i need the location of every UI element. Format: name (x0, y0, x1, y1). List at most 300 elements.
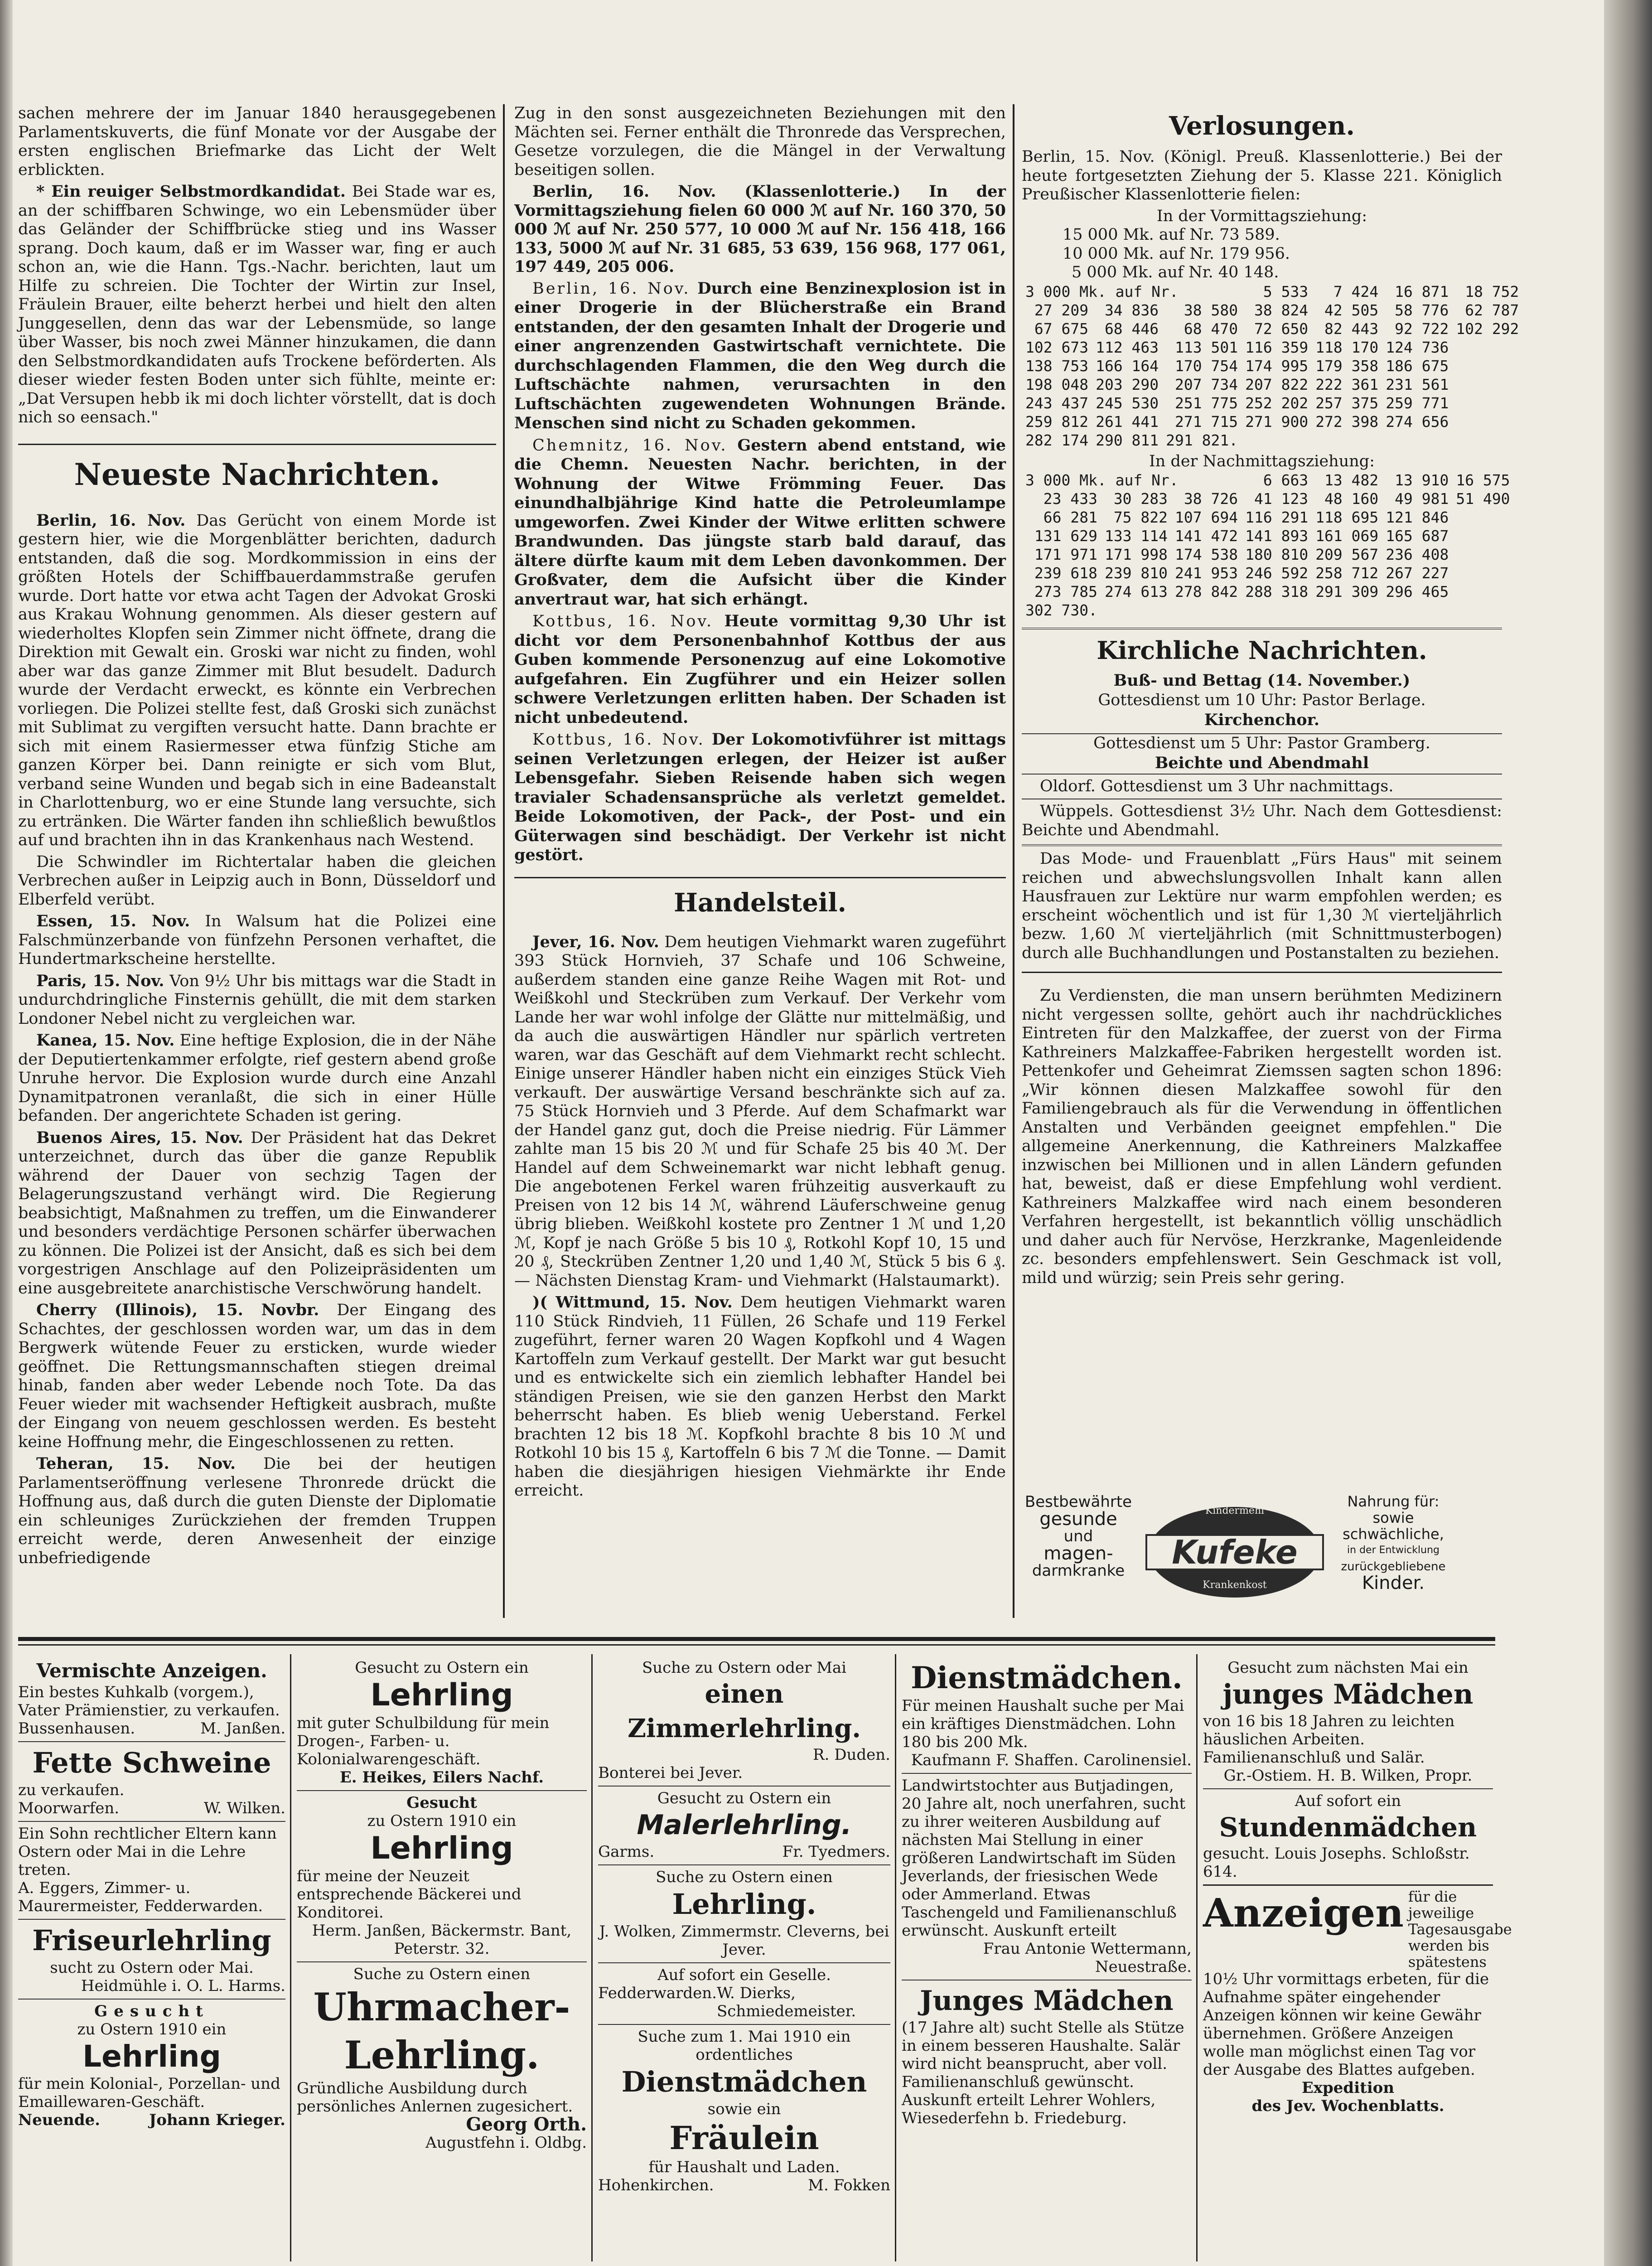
draw-cell: 121 846 (1386, 508, 1449, 526)
draw-cell: 68 470 (1183, 320, 1238, 338)
ad-text: zu Ostern 1910 ein (367, 1812, 517, 1830)
church-notice: Oldorf. Gottesdienst um 3 Uhr nachmittags. (1022, 774, 1502, 796)
draw-row (1022, 301, 1522, 320)
advert (598, 1962, 890, 2020)
draw-cell: 273 785 (1034, 583, 1097, 600)
draw-cell: 243 437 (1025, 394, 1089, 412)
draw-cell: 5 533 (1263, 282, 1309, 300)
article-text: Berlin, 16. Nov. (Klassenlotterie.) In der Vormittagsziehung fielen 60 000 ℳ auf Nr. 160 370, 50 000 ℳ auf Nr. 250 577, 10 000 ℳ auf Nr. 156 418, 166 133, 5000 ℳ auf Nr. 31 685, 53 639, 156 968, 177 061, 197 449, 205 006. (514, 182, 1006, 276)
ad-signature: Georg Orth. (466, 2114, 587, 2135)
ad-column-d (902, 1659, 1192, 2261)
draw-cell: 179 358 (1315, 357, 1379, 375)
draw-cell: 38 580 (1183, 301, 1238, 319)
article-text (18, 1454, 496, 1568)
column-1 (18, 104, 496, 1632)
draw-cell: 246 592 (1245, 564, 1309, 582)
article-body: Das Gerücht von einem Morde ist gestern hier, wie die Morgenblätter berichten, dadurch entstanden, daß die sog. Mordkommission in eins der größten Hotels der Schiffbauerdammstraße gerufen wurde. Dort hatte vor etwa acht Tagen der Advokat Groski aus Krakau Wohnung genommen. Als dieser gestern auf wiederholtes Klopfen sein Zimmer nicht öffnete, drang die Direktion mit Gewalt ein. Groski war nicht zu finden, wohl aber war das ganze Zimmer mit Blut besudelt. Dadurch wurde der Verdacht erweckt, es könnte ein Verbrechen vorliegen. Die Polizei stellte fest, daß Groski sich zunächst mit Sublimat zu vergiften versucht hatte. Dann brachte er sich mit einem Rasiermesser etwa fünfzig Stiche am ganzen Körper bei. Dann reinigte er sich vom Blut, verband seine Wunden und begab sich in eine Badeanstalt in Charlottenburg, wo er eine Stunde lang versuchte, sich zu ertränken. Die Wärter fanden ihn schließlich bewußtlos auf und brachten ihn in das Krankenhaus nach Westend. (18, 511, 496, 849)
draw-cell: 16 871 (1395, 282, 1449, 300)
draw-cell: 259 812 (1025, 412, 1089, 431)
ad-signature: Neuende. (18, 2111, 101, 2129)
draw-row (1022, 412, 1522, 431)
article-title: Kanea, 15. Nov. (36, 1031, 175, 1050)
binding-spine (0, 0, 13, 2266)
church-line: Kirchenchor. (1204, 711, 1320, 729)
draw-cell: 38 726 (1183, 490, 1238, 508)
section-rule (18, 1644, 1495, 1646)
draw-cell: 203 290 (1096, 375, 1159, 393)
draw-cell: 261 441 (1096, 412, 1159, 431)
ad-heading: Malerlehrling. (637, 1809, 852, 1841)
article-text (18, 182, 496, 427)
draw-line: 10 000 Mk. auf Nr. 179 956. (1063, 244, 1290, 263)
draw-cell: 245 530 (1096, 394, 1159, 412)
article-body: In Walsum hat die Polizei eine Falschmünzerbande von fünfzehn Personen verhaftet, die Hundertmarkscheine herstellte. (18, 912, 496, 968)
draw-cell: 180 810 (1245, 546, 1309, 563)
ad-heading: Lehrling (370, 1677, 513, 1713)
draw-cell: 92 722 (1395, 320, 1449, 338)
ad-signature: Expedition (1301, 2079, 1395, 2097)
draw-cell: 186 675 (1386, 357, 1449, 375)
ad-signature: Fedderwarden. (598, 1984, 717, 2002)
ad-text: (17 Jahre alt) sucht Stelle als Stütze in einem besseren Haushalte. Salär wird nicht beansprucht, aber voll. Familienanschluß gewünscht. (902, 2019, 1184, 2091)
draw-cell: 161 069 (1315, 527, 1379, 545)
article-title: Cherry (Illinois), 15. Novbr. (36, 1301, 319, 1319)
article-title: Teheran, 15. Nov. (36, 1454, 236, 1473)
article-text (514, 612, 1006, 727)
draw-row (1022, 508, 1514, 527)
draw-line: 5 000 Mk. auf Nr. 40 148. (1072, 263, 1279, 281)
ad-column-a (18, 1659, 285, 2261)
draw-cell: 66 281 (1043, 508, 1097, 526)
church-line: Beichte und Abendmahl (1154, 754, 1369, 772)
ad-text: sucht zu Ostern oder Mai. (50, 1959, 254, 1977)
ad-text: Gesucht zu Ostern ein (657, 1789, 831, 1807)
ad-text: Gründliche Ausbildung durch persönliches Anlernen zugesichert. (297, 2079, 573, 2116)
article-body: Eine heftige Explosion, die in der Nähe der Deputiertenkammer erfolgte, rief gestern abend große Unruhe hervor. Die Explosion wurde durch eine Anzahl Dynamitpatronen veranlaßt, die sich in einer Hülle befanden. Der angerichtete Schaden ist gering. (18, 1031, 496, 1125)
draw-cell: 67 675 (1034, 320, 1089, 338)
ad-text: Suche zu Ostern einen (656, 1868, 833, 1886)
draw-cell: 30 283 (1113, 490, 1168, 508)
draw-cell: 222 361 (1315, 375, 1379, 393)
draw-cell: 18 752 (1465, 282, 1519, 300)
page-edge (1604, 0, 1652, 2266)
draw-cell: 102 292 (1456, 320, 1519, 338)
article-body: Der Präsident hat das Dekret unterzeichnet, durch das über die ganze Republik während der Dauer von sechzig Tagen der Belagerungszustand verhängt wird. Die Regierung beabsichtigt, Maßnahmen zu treffen, um die Einwanderer und besonders verdächtige Personen schärfer überwachen zu können. Die Polizei ist der Ansicht, daß es sich bei dem vorgestrigen Anschlage auf den Polizeipräsidenten um eine ausgebreitete anarchistische Verschwörung handelt. (18, 1128, 496, 1298)
ad-signature: E. Heikes, Eilers Nachf. (339, 1768, 544, 1787)
ad-signature: gesucht. Louis Josephs. Schloßstr. 614. (1203, 1845, 1470, 1881)
ad-rule (290, 1654, 291, 2261)
ad-signature: M. Janßen. (200, 1719, 285, 1738)
draw-row (1022, 564, 1514, 582)
kufeke-bottom: Krankenkost (1203, 1579, 1267, 1591)
draw-cell: 82 443 (1324, 320, 1379, 338)
draw-row (1022, 338, 1522, 357)
church-line: Buß- und Bettag (14. November.) (1113, 671, 1410, 690)
ad-text: Für meinen Haushalt suche per Mai ein kräftiges Dienstmädchen. Lohn 180 bis 200 Mk. (902, 1697, 1184, 1751)
draw-cell: 75 822 (1113, 508, 1168, 526)
kufeke-logo (1142, 1502, 1328, 1602)
draw-cell: 236 408 (1386, 546, 1449, 563)
kufeke-left-text: gesunde (1039, 1509, 1117, 1530)
draw-row (1022, 320, 1522, 338)
ad-text: Auf sofort ein Geselle. (657, 1966, 831, 1984)
article-title: Paris, 15. Nov. (36, 971, 164, 990)
ad-signature: Bussenhausen. (18, 1719, 135, 1738)
article-body: Der Eingang des Schachtes, der geschlossen worden war, um das in dem Bergwerk wütende Feuer zu ersticken, wurde wieder geöffnet. Die Rettungsmannschaften stiegen dreimal hinab, fanden aber weder Lebende noch Tote. Da das Feuer wieder mit wachsender Heftigkeit ausbrach, mußte der Eingang von neuem geschlossen werden. Es besteht keine Hoffnung mehr, die Eingeschlossenen zu retten. (18, 1301, 496, 1451)
draw-cell: 171 998 (1104, 546, 1168, 563)
ad-heading: Stundenmädchen (1219, 1812, 1477, 1843)
draw-cell: 112 463 (1096, 338, 1159, 356)
article-text (18, 511, 496, 850)
draw-cell: 116 291 (1245, 508, 1309, 526)
ad-signature: Gr.-Ostiem. H. B. Wilken, Propr. (1223, 1767, 1473, 1785)
draw-cell: 288 318 (1245, 583, 1309, 600)
ad-column-e (1203, 1659, 1512, 2261)
ad-text: Auf sofort ein (1295, 1792, 1401, 1810)
draw-cell: 171 971 (1034, 546, 1097, 563)
article-text (514, 933, 1006, 1291)
article-title: * Ein reuiger Selbstmordkandidat. (36, 182, 346, 201)
church-notice: Wüppels. Gottesdienst 3½ Uhr. Nach dem Gottesdienst: Beichte und Abendmahl. (1022, 799, 1502, 840)
ad-signature: W. Dierks, Schmiedemeister. (716, 1984, 856, 2020)
draw-cell: 274 613 (1104, 583, 1168, 600)
draw-row (1022, 582, 1514, 601)
article-title: Chemnitz, 16. Nov. (532, 436, 728, 455)
draw-cell: 290 811 (1096, 431, 1159, 449)
article-text (18, 912, 496, 969)
draw-cell: 124 736 (1386, 338, 1449, 356)
ad-heading: Lehrling. (344, 2033, 540, 2077)
draw-cell: 231 561 (1386, 375, 1449, 393)
ad-text: für Haushalt und Laden. (648, 2158, 840, 2176)
ad-signature: Auskunft erteilt Lehrer Wohlers, Wiesederfehn b. Friedeburg. (902, 2091, 1156, 2127)
ad-text: Suche zu Ostern oder Mai (642, 1659, 847, 1677)
draw-cell: 278 842 (1175, 583, 1238, 600)
draw-row (1022, 375, 1522, 394)
ad-text: Ein bestes Kuhkalb (vorgem.), Vater Prämienstier, zu verkaufen. (18, 1683, 280, 1719)
ad-text: von 16 bis 18 Jahren zu leichten häuslichen Arbeiten. Familienanschluß und Salär. (1203, 1712, 1455, 1767)
ad-rule (591, 1654, 593, 2261)
ad-signature: A. Eggers, Zimmer- u. Maurermeister, Fedderwarden. (18, 1879, 263, 1915)
section-heading: Handelsteil. (514, 877, 1006, 921)
ad-text: Landwirtstochter aus Butjadingen, 20 Jahre alt, noch unerfahren, sucht zu ihrer weiteren Ausbildung auf nächsten Mai Stellung in einer größeren Landwirtschaft im Süden Jeverlands, der friesischen Wede oder Ammerland. Etwas Taschengeld und Familienanschluß erwünscht. Auskunft erteilt (902, 1777, 1186, 1940)
article-body: Die bei der heutigen Parlamentseröffnung verlesene Thronrede drückt die Hoffnung aus, daß durch die guten Dienste der Diplomatie ein schleuniges Zurückziehen der fremden Truppen erreicht werde, deren Anwesenheit der einzige unbefriedigende (18, 1455, 496, 1567)
article-title: Berlin, 16. Nov. (36, 511, 186, 530)
ad-column-b (297, 1659, 587, 2261)
draw-cell: 49 981 (1395, 490, 1449, 508)
draw-cell: 118 170 (1315, 338, 1379, 356)
draw-table-nachmittag (1022, 471, 1514, 620)
draw-row (1022, 394, 1522, 412)
draw-cell: 42 505 (1324, 301, 1379, 319)
draw-cell: 272 398 (1315, 412, 1379, 431)
draw-row (1022, 545, 1514, 564)
ad-signature: Heidmühle i. O. L. Harms. (81, 1977, 285, 1995)
article-text (514, 730, 1006, 865)
ad-text: zu verkaufen. (18, 1781, 125, 1799)
draw-cell: 23 433 (1043, 490, 1097, 508)
draw-row (1022, 471, 1514, 489)
draw-cell: 296 465 (1386, 583, 1449, 600)
draw-cell: 252 202 (1245, 394, 1309, 412)
ad-text: Suche zu Ostern einen (353, 1965, 531, 1983)
article-body: Der Lokomotivführer ist mittags seinen Verletzungen erlegen, der Heizer ist außer Lebensgefahr. Sieben Reisende haben sich wegen travialer Schadensansprüche als verletzt gemeldet. Beide Lokomotiven, der Pack-, der Post- und ein Güterwagen sind beschädigt. Der Verkehr ist nicht gestört. (514, 730, 1006, 864)
ad-signature: Johann Krieger. (149, 2111, 285, 2129)
ad-signature: J. Wolken, Zimmermstr. Cleverns, bei Jever. (599, 1922, 889, 1959)
ad-signature: M. Fokken (808, 2176, 890, 2194)
article-title: Jever, 16. Nov. (532, 932, 659, 951)
section-heading: Neueste Nachrichten. (18, 444, 496, 495)
article-text (18, 972, 496, 1029)
kufeke-right-text: sowie (1372, 1509, 1414, 1526)
kufeke-brand: Kufeke (1172, 1533, 1298, 1571)
ad-text: Gesucht (406, 1794, 477, 1812)
draw-cell: 209 567 (1315, 546, 1379, 563)
kufeke-left-text: und (1063, 1527, 1093, 1545)
draw-cell: 68 446 (1104, 320, 1159, 338)
ad-signature: Frau Antonie Wettermann, Neuestraße. (983, 1940, 1192, 1976)
section-heading: Verlosungen. (1169, 111, 1355, 141)
ad-heading: junges Mädchen (1222, 1679, 1473, 1710)
ad-heading: Dienstmädchen (621, 2065, 867, 2098)
draw-cell: 27 209 (1034, 301, 1089, 319)
ad-heading: Dienstmädchen. (911, 1660, 1183, 1695)
draw-row (1022, 282, 1522, 301)
article-text (18, 1301, 496, 1452)
draw-cell: 274 656 (1386, 412, 1449, 431)
ad-heading: Junges Mädchen (920, 1985, 1174, 2017)
article-text (18, 1031, 496, 1126)
article-text: Das Mode- und Frauenblatt „Fürs Haus" mit seinem reichen und abwechslungsvollen Inhalt kann allen Hausfrauen zur Lektüre nur warm empfohlen werden; es erscheint wöchentlich und ist für 1,30 ℳ vierteljährlich bezw. 1,60 ℳ vierteljährlich (mit Schnittmusterbogen) durch alle Buchhandlungen und Postanstalten zu beziehen. (1022, 844, 1502, 963)
ad-signature: Moorwarfen. (18, 1799, 120, 1817)
ad-text: zu Ostern 1910 ein (77, 2020, 227, 2038)
draw-cell: 3 000 Mk. auf Nr. (1025, 282, 1179, 300)
draw-cell: 41 123 (1254, 490, 1309, 508)
draw-cell: 102 673 (1025, 338, 1089, 356)
draw-cell: 7 424 (1333, 282, 1379, 300)
kufeke-right-text: Nahrung für: (1347, 1493, 1439, 1510)
kufeke-right-text: schwächliche, (1343, 1525, 1444, 1543)
draw-cell: 16 575 (1456, 471, 1510, 489)
ad-signature: Kaufmann F. Shaffen. Carolinensiel. (911, 1751, 1192, 1769)
ad-heading: Uhrmacher- (313, 1985, 570, 2029)
draw-cell: 258 712 (1315, 564, 1379, 582)
draw-cell: 141 893 (1245, 527, 1309, 545)
ad-text: 10½ Uhr vormittags erbeten, für die Aufnahme später eingehender Anzeigen können wir keine Gewähr übernehmen. Größere Anzeigen wolle man möglichst einen Tag vor der Ausgabe des Blattes aufgeben. (1203, 1970, 1489, 2079)
kufeke-left-text: darmkranke (1032, 1562, 1125, 1580)
draw-cell: 239 810 (1104, 564, 1168, 582)
ad-signature: R. Duden. (813, 1746, 890, 1764)
ad-text: Suche zum 1. Mai 1910 ein ordentliches (638, 2028, 851, 2064)
draw-line: 15 000 Mk. auf Nr. 73 589. (1063, 226, 1280, 244)
draw-cell: 166 164 (1096, 357, 1159, 375)
draw-label: In der Nachmittagsziehung: (1149, 452, 1375, 470)
article-body: Dem heutigen Viehmarkt waren 110 Stück Rindvieh, 11 Füllen, 26 Schafe und 119 Ferkel zugeführt, ferner waren 20 Wagen Kopfkohl und 4 Wagen Kartoffeln zum Verkauf gestellt. Der Markt war gut besucht und es entwickelte sich ein ziemlich lebhafter Handel bei ständigen Preisen, wie sie den ganzen Herbst den Markt beherrscht haben. Es blieb wenig Ueberstand. Ferkel brachten 12 bis 18 ℳ. Kopfkohl brachte 8 bis 10 ℳ und Rotkohl 10 bis 15 ₰, Kartoffeln 6 bis 7 ℳ die Tonne. — Damit haben die diesjährigen hiesigen Viehmärkte ihr Ende erreicht. (514, 1293, 1006, 1500)
advert (18, 1999, 285, 2129)
ad-heading: Anzeigen (1203, 1890, 1404, 1936)
ad-text: Gesucht zum nächsten Mai ein (1227, 1659, 1468, 1677)
ad-signature: W. Wilken. (203, 1799, 285, 1817)
article-title: Essen, 15. Nov. (36, 912, 190, 930)
draw-table-vormittag (1022, 282, 1522, 450)
kufeke-advert (1019, 1493, 1454, 1611)
article-title: Kottbus, 16. Nov. (532, 731, 705, 749)
ad-heading: Lehrling (370, 1830, 513, 1866)
draw-cell: 302 730. (1025, 601, 1097, 619)
advert (598, 1786, 890, 1861)
ad-signature: Fr. Tyedmers. (782, 1843, 890, 1861)
kufeke-right-text: in der Entwicklung (1347, 1545, 1439, 1556)
draw-cell: 116 359 (1245, 338, 1309, 356)
draw-cell: 239 618 (1034, 564, 1097, 582)
section-heading: Kirchliche Nachrichten. (1097, 636, 1427, 665)
ad-signature: Augustfehn i. Oldbg. (425, 2134, 587, 2152)
article-text: Zug in den sonst ausgezeichneten Beziehungen mit den Mächten sei. Ferner enthält die Thronrede das Versprechen, Gesetze vorzulegen, die die Mängel in der Verwaltung beseitigen sollen. (514, 104, 1006, 179)
kufeke-right-text: zurückgebliebene (1341, 1560, 1446, 1574)
ad-text: Ein Sohn rechtlicher Eltern kann Ostern oder Mai in die Lehre treten. (18, 1825, 277, 1879)
ad-text: für mein Kolonial-, Porzellan- und Emaillewaren-Geschäft. (18, 2075, 280, 2111)
draw-cell: 141 472 (1175, 527, 1238, 545)
draw-cell: 291 309 (1315, 583, 1379, 600)
ad-text: mit guter Schulbildung für mein Drogen-, Farben- u. Kolonialwarengeschäft. (297, 1714, 550, 1768)
draw-cell: 271 715 (1175, 412, 1238, 431)
advert (1203, 1659, 1493, 1785)
draw-cell: 131 629 (1034, 527, 1097, 545)
advert (1203, 1884, 1512, 2115)
ad-rule (1196, 1654, 1198, 2261)
ad-heading: einen Zimmerlehrling. (628, 1679, 861, 1743)
draw-row (1022, 527, 1514, 545)
ad-signature: Herm. Janßen, Bäckermstr. Bant, Peterstr. 32. (312, 1922, 572, 1958)
draw-cell: 62 787 (1465, 301, 1519, 319)
article-text: Die Schwindler im Richtertalar haben die gleichen Verbrechen außer in Leipzig auch in Bonn, Düsseldorf und Elberfeld verübt. (18, 852, 496, 909)
ad-heading: Fette Schweine (32, 1746, 271, 1779)
draw-row (1022, 601, 1514, 620)
column-rule (1013, 104, 1014, 1618)
draw-cell: 118 695 (1315, 508, 1379, 526)
article-text (514, 1293, 1006, 1501)
article-title: Berlin, 16. Nov. (532, 279, 691, 298)
advert (1203, 1788, 1493, 1881)
draw-cell: 170 754 (1175, 357, 1238, 375)
advert (598, 2024, 890, 2194)
ad-signature: Garms. (598, 1843, 655, 1861)
draw-cell: 72 650 (1254, 320, 1309, 338)
draw-cell: 241 953 (1175, 564, 1238, 582)
advert (902, 1980, 1192, 2127)
kufeke-top: Kindermehl (1205, 1505, 1265, 1516)
draw-cell: 6 663 (1263, 471, 1309, 489)
ad-signature: Hohenkirchen. (598, 2176, 714, 2194)
advert (598, 1864, 890, 1959)
draw-row (1022, 357, 1522, 375)
column-rule (503, 104, 505, 1618)
draw-cell: 282 174 (1025, 431, 1089, 449)
advert (18, 1919, 285, 1995)
draw-cell: 113 501 (1175, 338, 1238, 356)
church-line: Gottesdienst um 5 Uhr: Pastor Gramberg. (1022, 733, 1502, 753)
draw-row (1022, 489, 1514, 508)
ad-heading: Fräulein (669, 2119, 819, 2157)
draw-cell: 257 375 (1315, 394, 1379, 412)
draw-cell: 51 490 (1456, 490, 1510, 508)
ad-heading: Vermischte Anzeigen. (36, 1660, 267, 1682)
advert (18, 1659, 285, 1738)
draw-cell: 38 824 (1254, 301, 1309, 319)
advert (297, 1790, 587, 1958)
article-text (18, 1128, 496, 1298)
advert (18, 1821, 285, 1915)
article-body: Von 9½ Uhr bis mittags war die Stadt in undurchdringliche Finsternis gehüllt, die mit dem starken Londoner Nebel nicht zu vergleichen war. (18, 972, 496, 1028)
draw-cell: 174 995 (1245, 357, 1309, 375)
ad-column-c (598, 1659, 890, 2261)
draw-cell: 174 538 (1175, 546, 1238, 563)
draw-cell: 3 000 Mk. auf Nr. (1025, 471, 1179, 489)
article-text: Zu Verdiensten, die man unsern berühmten Medizinern nicht vergessen sollte, gehört auch ihr nachdrückliches Eintreten für den Malzkaffee, der zuerst von der Firma Kathreiners Malzkaffee-Fabriken hergestellt worden ist. Pettenkofer und Geheimrat Ziemssen sagten schon 1896: „Wir können diesen Malzkaffee sowohl für den Familiengebrauch als für die Verwendung in öffentlichen Anstalten und Verbänden geeignet empfehlen." Die allgemeine Anerkennung, die Kathreiners Malzkaffee inzwischen bei Millionen und in allen Ländern gefunden hat, beweist, daß er diese Empfehlung wohl verdient. Kathreiners Malzkaffee wird nach einem besonderen Verfahren hergestellt, ist bekanntlich völlig unschädlich und daher auch für Nervöse, Herzkranke, Magenleidende zc. besonders empfehlenswert. Sein Geschmack ist voll, mild und würzig; sein Preis sehr gering. (1022, 972, 1502, 1288)
draw-cell: 133 114 (1104, 527, 1168, 545)
draw-cell: 271 900 (1245, 412, 1309, 431)
draw-row (1022, 431, 1522, 450)
church-line: Gottesdienst um 10 Uhr: Pastor Berlage. (1098, 691, 1426, 709)
article-body: Heute vormittag 9,30 Uhr ist dicht vor dem Personenbahnhof Kottbus der aus Guben kommende Personenzug auf eine Lokomotive aufgefahren. Ein Zugführer und ein Heizer sollen schwere Verletzungen erlitten haben. Der Schaden ist nicht unbedeutend. (514, 612, 1006, 727)
article-body: Gestern abend entstand, wie die Chemn. Neuesten Nachr. berichten, in der Wohnung der Witwe Frömming Feuer. Das einundhalbjährige Kind hatte die Petroleumlampe umgeworfen. Zwei Kinder der Witwe erlitten schwere Brandwunden. Das jüngste starb bald darauf, das ältere dürfte kaum mit dem Leben davonkommen. Der Großvater, dem die Aufsicht über die Kinder anvertraut war, hat sich erhängt. (514, 436, 1006, 609)
ad-rule (895, 1654, 896, 2261)
article-body: Dem heutigen Viehmarkt waren zugeführt 393 Stück Hornvieh, 37 Schafe und 106 Schweine, außerdem standen eine ganze Reihe Wagen mit Rot- und Weißkohl und Steckrüben zum Verkauf. Der Verkehr vom Lande her war wohl infolge der Glätte nur mittelmäßig, und da auch die auswärtigen Händler nur spärlich vertreten waren, war das Geschäft auf dem Viehmarkt recht schlecht. Einige unserer Händler haben nicht ein einziges Stück Vieh verkauft. Der auswärtige Versand beschränkte sich auf za. 75 Stück Hornvieh und 3 Pferde. Auf dem Schafmarkt war der Handel ganz gut, doch die Preise niedrig. Für Lämmer zahlte man 15 bis 20 ℳ und für Schafe 25 bis 40 ℳ. Der Handel auf dem Schweinemarkt war nicht lebhaft genug. Die angebotenen Ferkel waren frühzeitig ausverkauft zu Preisen von 12 bis 14 ℳ, während Läuferschweine genug übrig blieben. Weißkohl kostete pro Zentner 1 ℳ und 1,20 ℳ, Kopf je nach Größe 5 bis 10 ₰, Rotkohl Kopf 10, 15 und 20 ₰, Steckrüben Zentner 1,20 und 1,40 ℳ, Stück 5 bis 6 ₰. — Nächsten Dienstag Kram- und Viehmarkt (Halstaumarkt). (514, 933, 1006, 1290)
advert (297, 1961, 587, 2152)
draw-cell: 198 048 (1025, 375, 1089, 393)
draw-cell: 48 160 (1324, 490, 1379, 508)
draw-cell: 107 694 (1175, 508, 1238, 526)
draw-cell: 58 776 (1395, 301, 1449, 319)
draw-cell: 207 822 (1245, 375, 1309, 393)
advert (902, 1773, 1192, 1976)
advert (598, 1659, 890, 1782)
draw-cell: 259 771 (1386, 394, 1449, 412)
article-text: sachen mehrere der im Januar 1840 herausgegebenen Parlamentskuverts, die fünf Monate vor der Ausgabe der ersten englischen Briefmarke das Licht der Welt erblickten. (18, 104, 496, 179)
article-text (514, 436, 1006, 610)
draw-cell: 34 836 (1104, 301, 1159, 319)
draw-cell: 138 753 (1025, 357, 1089, 375)
draw-cell: 13 482 (1324, 471, 1379, 489)
draw-cell: 13 910 (1395, 471, 1449, 489)
draw-cell: 207 734 (1175, 375, 1238, 393)
ad-text: sowie ein (707, 2100, 781, 2118)
kufeke-right-text: Kinder. (1362, 1573, 1425, 1593)
ad-text: für die jeweilige Tagesausgabe werden bis spätestens (1408, 1888, 1512, 1971)
ad-text: Gesucht (94, 2002, 209, 2020)
ad-text: für meine der Neuzeit entsprechende Bäckerei und Konditorei. (297, 1867, 522, 1922)
draw-cell: 267 227 (1386, 564, 1449, 582)
advert (297, 1659, 587, 1787)
column-3 (1022, 104, 1519, 1482)
kufeke-left-text: magen- (1043, 1543, 1113, 1564)
article-body: Durch eine Benzinexplosion ist in einer Drogerie in der Blücherstraße ein Brand entstanden, der den gesamten Inhalt der Drogerie und einer angrenzenden Gastwirtschaft vernichtete. Die durchschlagenden Flammen, die den Weg durch die Luftschächte nahmen, verursachten in den Luftschächten zugewendeten Wohnungen Brände. Menschen sind nicht zu Schaden gekommen. (514, 279, 1006, 432)
draw-cell: 291 821. (1166, 431, 1238, 449)
ad-heading: Friseurlehrling (32, 1924, 271, 1957)
ad-heading: Lehrling (82, 2039, 221, 2074)
article-title: )( Wittmund, 15. Nov. (532, 1293, 733, 1312)
lottery-intro: Berlin, 15. Nov. (Königl. Preuß. Klassenlotterie.) Bei der heute fortgesetzten Ziehung der 5. Klasse 221. Königlich Preußischer Klassenlotterie fielen: (1022, 148, 1502, 203)
advert (18, 1741, 285, 1817)
ad-signature: Bonterei bei Jever. (598, 1764, 743, 1782)
draw-cell: 251 775 (1175, 394, 1238, 412)
article-body: Bei Stade war es, an der schiffbaren Schwinge, wo ein Lebensmüder über das Geländer der Schiffbrücke stieg und ins Wasser sprang. Doch kaum, daß er im Wasser war, fing er auch schon an, wie die Hann. Tgs.-Nachr. berichten, laut um Hilfe zu schreien. Die Tochter der Wirtin zur Insel, Fräulein Brauer, eilte beherzt herbei und hielt den alten Junggesellen, denn das war der Lebensmüde, so lange über Wasser, bis noch zwei Männer hinzukamen, die dann den Selbstmordkandidaten aufs Trockene beförderten. Als dieser wieder festen Boden unter sich fühlte, meinte er: „Dat Versupen hebb ik mi doch lichter vörstellt, dat is doch nich so eensach." (18, 183, 496, 426)
ad-heading: Lehrling. (672, 1888, 816, 1921)
advert (902, 1659, 1192, 1769)
column-2 (514, 104, 1006, 1632)
ad-signature: des Jev. Wochenblatts. (1251, 2097, 1444, 2115)
draw-label: In der Vormittagsziehung: (1156, 207, 1367, 225)
